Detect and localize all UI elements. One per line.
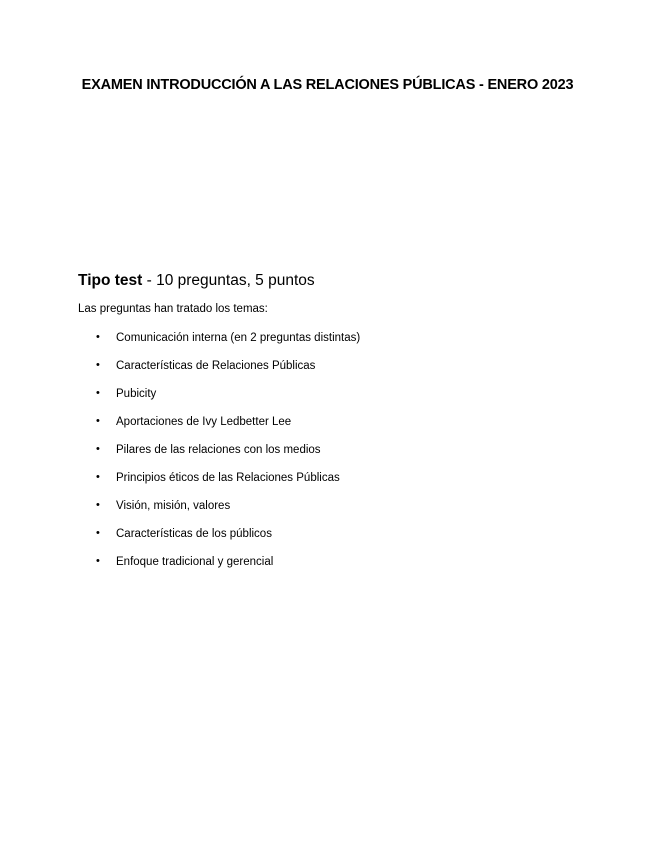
bullet-icon: •: [96, 499, 100, 511]
bullet-icon: •: [96, 527, 100, 539]
topic-text: Visión, misión, valores: [116, 500, 231, 512]
section-heading-type: Tipo test: [78, 272, 143, 289]
bullet-icon: •: [96, 555, 100, 567]
intro-text: Las preguntas han tratado los temas:: [78, 303, 268, 315]
bullet-icon: •: [96, 359, 100, 371]
section-heading-details: - 10 preguntas, 5 puntos: [142, 272, 315, 289]
topic-text: Características de los públicos: [116, 528, 272, 540]
topic-text: Principios éticos de las Relaciones Públicas: [116, 472, 340, 484]
topic-text: Comunicación interna (en 2 preguntas distintas): [116, 332, 361, 344]
topic-text: Pubicity: [116, 388, 157, 400]
bullet-icon: •: [96, 471, 100, 483]
bullet-icon: •: [96, 443, 100, 455]
topic-text: Aportaciones de Ivy Ledbetter Lee: [116, 416, 292, 428]
document-title: EXAMEN INTRODUCCIÓN A LAS RELACIONES PÚBLICAS - ENERO 2023: [81, 77, 574, 93]
bullet-icon: •: [96, 331, 100, 343]
topic-text: Características de Relaciones Públicas: [116, 360, 316, 372]
bullet-icon: •: [96, 387, 100, 399]
topic-text: Pilares de las relaciones con los medios: [116, 444, 321, 456]
bullet-icon: •: [96, 415, 100, 427]
section-heading: [78, 272, 315, 290]
topic-text: Enfoque tradicional y gerencial: [116, 556, 274, 568]
